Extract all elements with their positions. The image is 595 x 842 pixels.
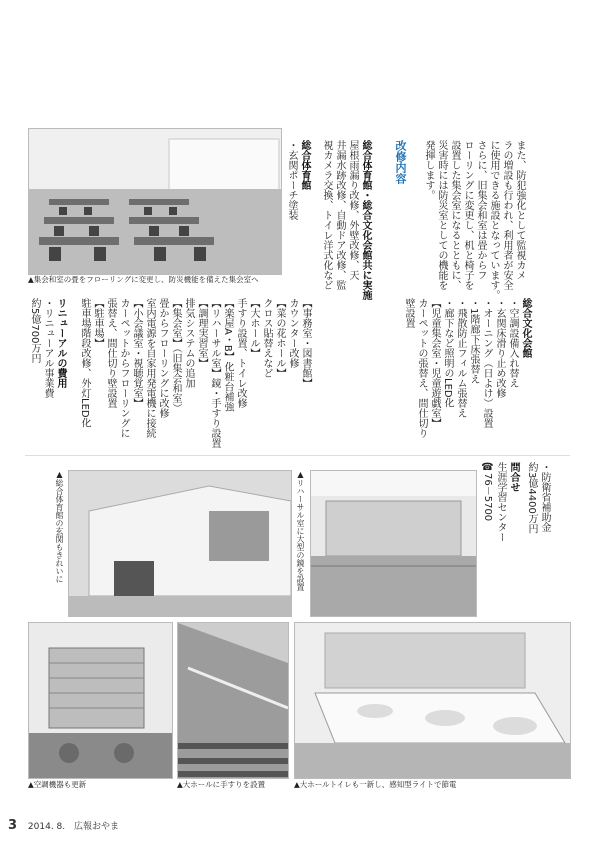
rehearsal-caption: ▲リハーサル室に大型の鏡を設置: [296, 470, 305, 591]
gym-section: 総合体育館 ・玄関ポーチ塗装: [286, 140, 310, 220]
cost-section: リニューアルの費用 ・リニューアル事業費 約5億700万円: [28, 298, 67, 448]
contact-section: 問合せ 生涯学習センター ☎76－5700: [481, 462, 520, 592]
gym-entrance-photo: [68, 470, 292, 617]
meeting-room-photo: [28, 128, 282, 275]
toilet-caption: ▲大ホールトイレも一新し、感知型ライトで節電: [294, 780, 457, 789]
handrail-caption: ▲大ホールに手すりを設置: [177, 780, 266, 789]
page-footer: [8, 818, 119, 833]
aircon-photo: [28, 622, 173, 779]
contact-heading: 問合せ: [508, 462, 519, 492]
page-number: 3: [8, 818, 18, 833]
toilet-photo: [294, 622, 571, 779]
section-divider: [25, 455, 570, 456]
joint-section: 総合体育館・総合文化会館共に実施 屋根雨漏り改修、外壁改修、天 井漏水跡改修、自動ドア改修、監 視カメラ交換、トイレ洋式化など: [321, 140, 371, 300]
joint-heading: 総合体育館・総合文化会館共に実施: [360, 140, 371, 300]
intro-paragraph: また、防犯強化として監視カメ ラの増設も行われ、利用者が安全 に使用できる施設となっています。 さらに、旧集会和室は畳からフ ローリングに変更し、机と椅子を 設置した集会室になるとともに、 災害時には防災室としての機能を 発揮します。: [423, 140, 525, 300]
rehearsal-room-photo: [310, 470, 477, 617]
cost-section-continued: ・防衛省補助金 約3億4400万円: [526, 462, 550, 534]
issue-date: 2014. 8.: [27, 822, 66, 832]
bunka-heading: 総合文化会館: [520, 298, 531, 358]
handrail-photo: [177, 622, 289, 779]
publication-title: 広報おやま: [74, 822, 120, 832]
bunka-section-b: 【事務室・図書館】 カウンター改修 【菜の花ホール】 クロス貼替えなど 【大ホール】 手すり設置、トイレ改修 【楽屋A・B】化粧台補強 【リハーサル室】鏡・手すり設置 【調理実習室】 排気システムの追加 【集会室】（旧集会和室） 畳からフローリングに改修 室内電源を自家用発電機に接続 【小会議室・視聴覚室】 カーペットからフローリングに 張替え、間仕切り壁設置 【駐車場】 駐車場階段改修、外灯LED化: [79, 298, 311, 448]
cost-heading: リニューアルの費用: [55, 298, 66, 388]
gym-heading: 総合体育館: [299, 140, 310, 190]
aircon-caption: ▲空調機器も更新: [28, 780, 87, 789]
gym-entrance-caption: ▲総合体育館の玄関もきれいに: [55, 470, 64, 583]
kaishu-heading: 改修内容: [394, 140, 407, 184]
meeting-room-caption: ▲集会和室の畳をフローリングに変更し、防災機能を備えた集会室へ: [28, 275, 259, 284]
bunka-section-a: 総合文化会館 ・空調設備入れ替え ・玄関床滑り止め改修 ・オーニング（日よけ）設置 ・1階廊下床張替え ・飛散防止フィルム張替え ・廊下など照明のLED化 【児童集会室・児童遊戯室】 カーペットの張替え、間仕切り 壁設置: [402, 298, 532, 448]
